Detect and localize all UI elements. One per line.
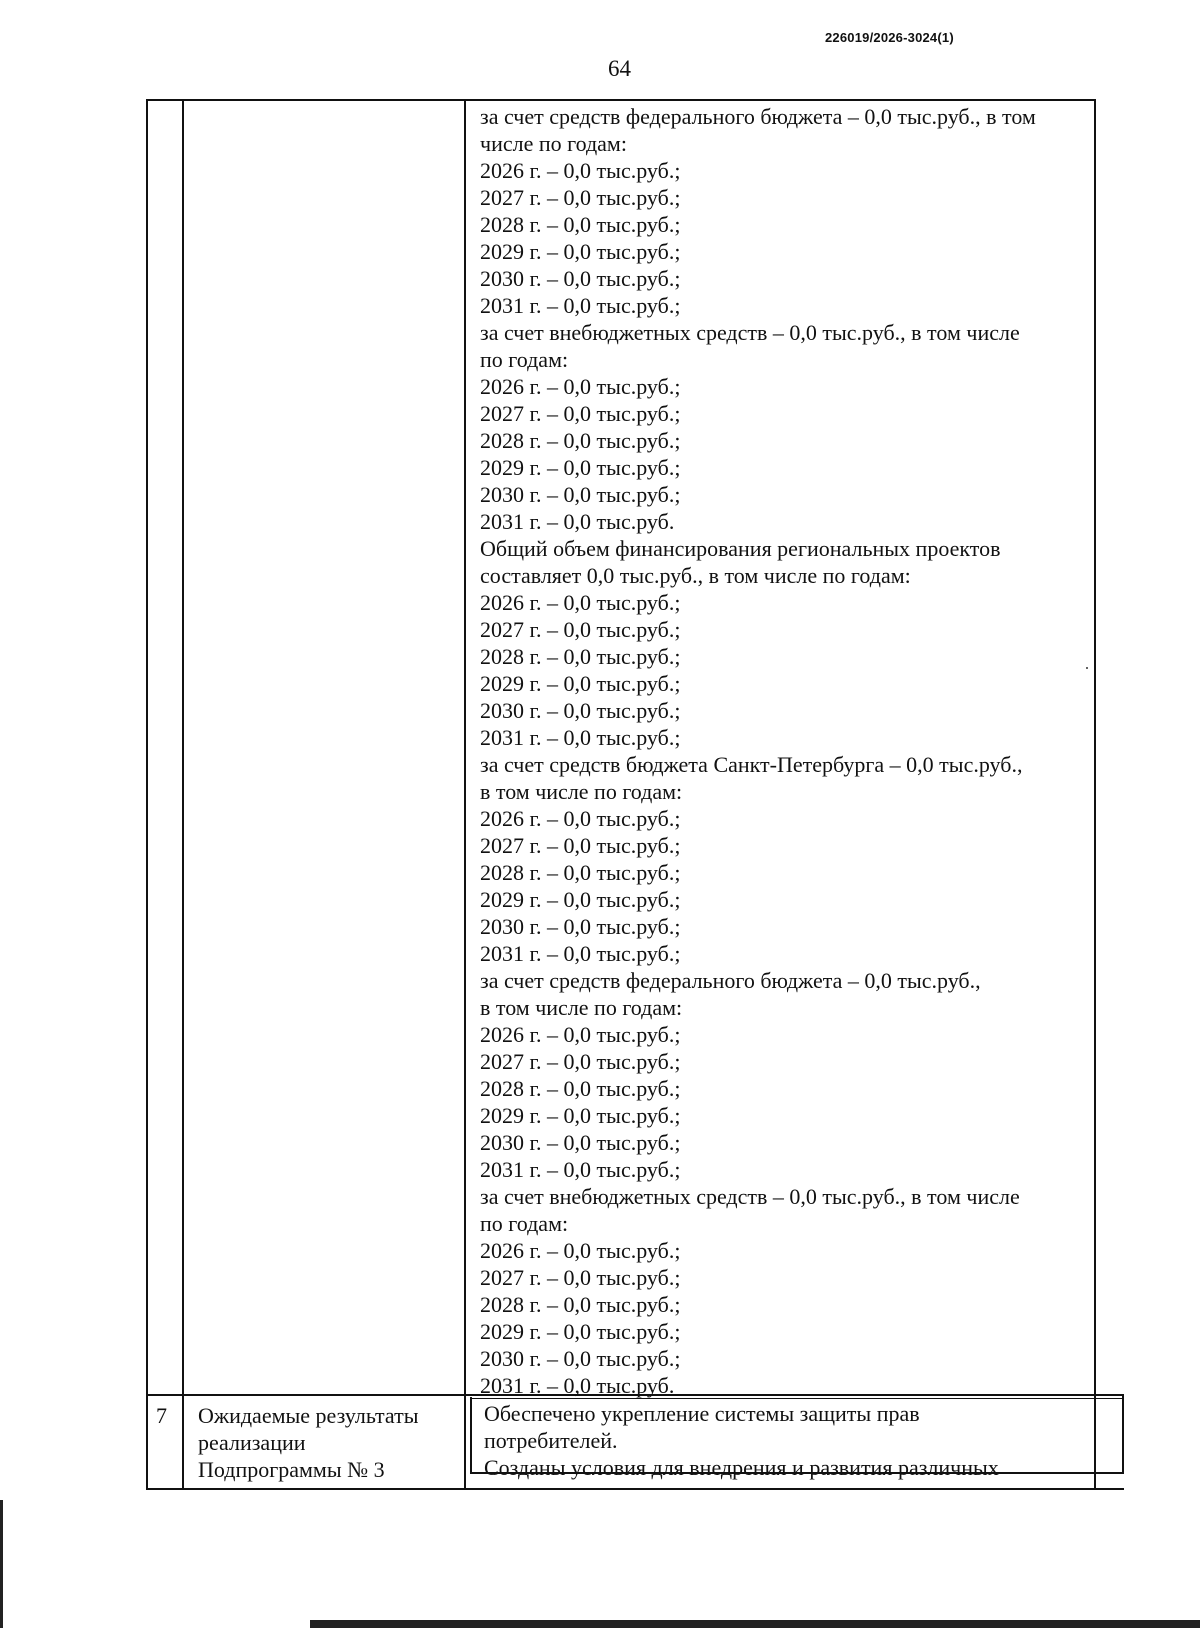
cell-line: 2030 г. – 0,0 тыс.руб.; bbox=[480, 266, 681, 291]
cell-line: 2030 г. – 0,0 тыс.руб.; bbox=[480, 914, 681, 939]
scan-edge-bottom bbox=[310, 1620, 1200, 1628]
cell-line: 2029 г. – 0,0 тыс.руб.; bbox=[480, 1103, 681, 1128]
cell-line: 2027 г. – 0,0 тыс.руб.; bbox=[480, 1049, 681, 1074]
cell-line: составляет 0,0 тыс.руб., в том числе по годам: bbox=[480, 563, 911, 588]
cell-line: 2030 г. – 0,0 тыс.руб.; bbox=[480, 1130, 681, 1155]
column-divider-2 bbox=[464, 99, 466, 1490]
cell-line: 2028 г. – 0,0 тыс.руб.; bbox=[480, 644, 681, 669]
cell-line: числе по годам: bbox=[480, 131, 627, 156]
cell-line: 2028 г. – 0,0 тыс.руб.; bbox=[480, 1076, 681, 1101]
cell-line: 2026 г. – 0,0 тыс.руб.; bbox=[480, 806, 681, 831]
cell-line: 2027 г. – 0,0 тыс.руб.; bbox=[480, 1265, 681, 1290]
cell-line: 2027 г. – 0,0 тыс.руб.; bbox=[480, 617, 681, 642]
cell-line: 2029 г. – 0,0 тыс.руб.; bbox=[480, 239, 681, 264]
cell-line: по годам: bbox=[480, 347, 569, 372]
cell-line: 2030 г. – 0,0 тыс.руб.; bbox=[480, 482, 681, 507]
cell-line: за счет внебюджетных средств – 0,0 тыс.руб., в том числе bbox=[480, 1184, 1020, 1209]
funding-cell-lines bbox=[480, 103, 1036, 1399]
column-divider-3 bbox=[470, 1397, 472, 1474]
row-7-title-line: Ожидаемые результаты bbox=[198, 1403, 419, 1428]
cell-line: 2029 г. – 0,0 тыс.руб.; bbox=[480, 455, 681, 480]
cell-line: за счет внебюджетных средств – 0,0 тыс.руб., в том числе bbox=[480, 320, 1020, 345]
cell-line: в том числе по годам: bbox=[480, 779, 683, 804]
cell-line: за счет средств федерального бюджета – 0,0 тыс.руб., в том bbox=[480, 104, 1036, 129]
table-border-bottom bbox=[146, 1488, 1124, 1490]
cell-line: за счет средств федерального бюджета – 0,0 тыс.руб., bbox=[480, 968, 981, 993]
cell-line: 2027 г. – 0,0 тыс.руб.; bbox=[480, 185, 681, 210]
cell-line: 2028 г. – 0,0 тыс.руб.; bbox=[480, 860, 681, 885]
scan-edge-left bbox=[0, 1500, 3, 1628]
cell-line: Обеспечено укрепление системы защиты прав bbox=[484, 1401, 920, 1426]
cell-line: 2026 г. – 0,0 тыс.руб.; bbox=[480, 374, 681, 399]
cell-line: 2026 г. – 0,0 тыс.руб.; bbox=[480, 1022, 681, 1047]
cell-line: 2026 г. – 0,0 тыс.руб.; bbox=[480, 590, 681, 615]
cell-line: 2031 г. – 0,0 тыс.руб. bbox=[480, 1373, 675, 1398]
cell-line: 2031 г. – 0,0 тыс.руб.; bbox=[480, 293, 681, 318]
cell-line: 2031 г. – 0,0 тыс.руб.; bbox=[480, 1157, 681, 1182]
cell-line: 2028 г. – 0,0 тыс.руб.; bbox=[480, 428, 681, 453]
table-border-top bbox=[146, 99, 1096, 101]
row-7-number: 7 bbox=[156, 1403, 167, 1428]
cell-line: 2030 г. – 0,0 тыс.руб.; bbox=[480, 698, 681, 723]
cell-line: 2027 г. – 0,0 тыс.руб.; bbox=[480, 833, 681, 858]
cell-line: Общий объем финансирования региональных проектов bbox=[480, 536, 1001, 561]
cell-line: по годам: bbox=[480, 1211, 569, 1236]
table-border-right bbox=[1094, 99, 1096, 1490]
row-7-title-line: реализации bbox=[198, 1430, 306, 1455]
scan-speck bbox=[1086, 667, 1088, 669]
row-7-title-line: Подпрограммы № 3 bbox=[198, 1457, 385, 1482]
cell-line: 2031 г. – 0,0 тыс.руб. bbox=[480, 509, 675, 534]
cell-line: 2026 г. – 0,0 тыс.руб.; bbox=[480, 158, 681, 183]
cell-line: 2028 г. – 0,0 тыс.руб.; bbox=[480, 212, 681, 237]
cell-line: Созданы условия для внедрения и развития различных bbox=[484, 1455, 999, 1480]
cell-line: 2031 г. – 0,0 тыс.руб.; bbox=[480, 725, 681, 750]
row-7-content-right-border bbox=[1122, 1394, 1124, 1474]
row-7-result-lines bbox=[484, 1400, 999, 1481]
cell-line: 2027 г. – 0,0 тыс.руб.; bbox=[480, 401, 681, 426]
cell-line: за счет средств бюджета Санкт-Петербурга – 0,0 тыс.руб., bbox=[480, 752, 1023, 777]
cell-line: потребителей. bbox=[484, 1428, 618, 1453]
cell-line: в том числе по годам: bbox=[480, 995, 683, 1020]
page-number: 64 bbox=[608, 56, 631, 81]
cell-line: 2031 г. – 0,0 тыс.руб.; bbox=[480, 941, 681, 966]
column-divider-1 bbox=[182, 99, 184, 1490]
table-border-left bbox=[146, 99, 148, 1489]
row-7-title bbox=[198, 1402, 419, 1483]
cell-line: 2030 г. – 0,0 тыс.руб.; bbox=[480, 1346, 681, 1371]
cell-line: 2029 г. – 0,0 тыс.руб.; bbox=[480, 887, 681, 912]
document-id: 226019/2026-3024(1) bbox=[825, 30, 954, 45]
cell-line: 2026 г. – 0,0 тыс.руб.; bbox=[480, 1238, 681, 1263]
cell-line: 2029 г. – 0,0 тыс.руб.; bbox=[480, 1319, 681, 1344]
cell-line: 2029 г. – 0,0 тыс.руб.; bbox=[480, 671, 681, 696]
cell-line: 2028 г. – 0,0 тыс.руб.; bbox=[480, 1292, 681, 1317]
